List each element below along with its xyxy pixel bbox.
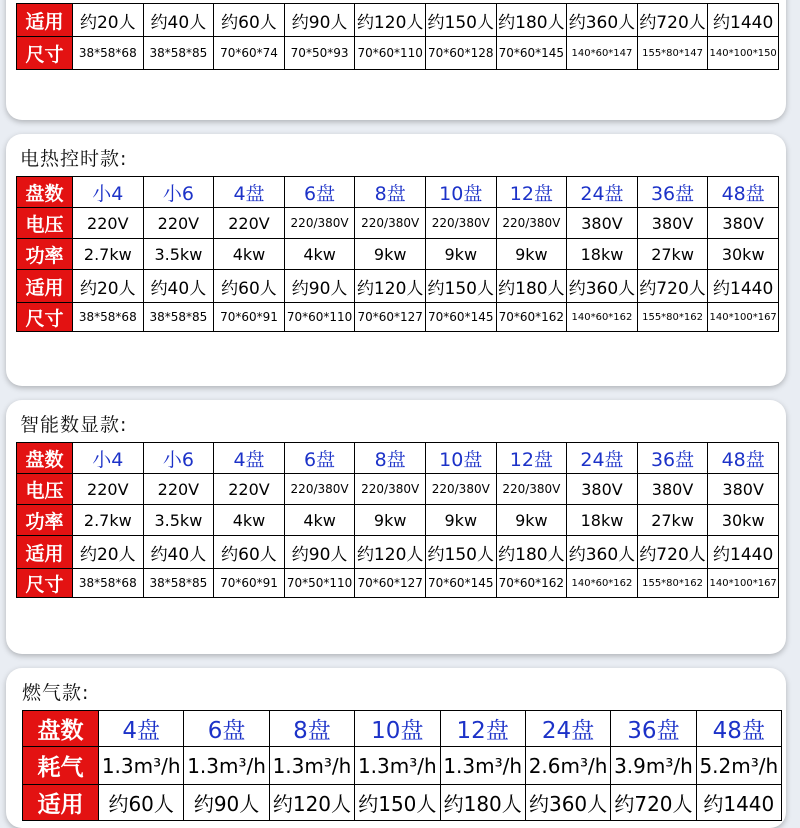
table-cell: 约180人 bbox=[440, 785, 525, 821]
table-cell: 220V bbox=[214, 208, 285, 239]
table-row bbox=[17, 270, 779, 303]
table-cell: 约20人 bbox=[73, 536, 144, 569]
table-cell: 约720人 bbox=[637, 4, 708, 37]
spec-table-smart-display bbox=[16, 442, 779, 598]
table-row bbox=[23, 747, 782, 785]
row-header: 适用 bbox=[17, 536, 73, 569]
table-cell: 140*100*167 bbox=[708, 569, 779, 598]
table-cell: 小4 bbox=[73, 177, 144, 208]
table-cell: 2.7kw bbox=[73, 239, 144, 270]
row-header: 盘数 bbox=[17, 177, 73, 208]
table-cell: 约20人 bbox=[73, 270, 144, 303]
table-cell: 70*60*127 bbox=[355, 303, 426, 332]
table-cell: 220V bbox=[73, 208, 144, 239]
table-cell: 10盘 bbox=[425, 177, 496, 208]
row-header: 功率 bbox=[17, 505, 73, 536]
table-cell: 24盘 bbox=[567, 177, 638, 208]
table-cell: 4kw bbox=[214, 239, 285, 270]
table-row bbox=[23, 785, 782, 821]
table-cell: 1.3m³/h bbox=[99, 747, 184, 785]
table-cell: 38*58*68 bbox=[73, 569, 144, 598]
row-header: 盘数 bbox=[17, 443, 73, 474]
spec-card-top bbox=[6, 0, 786, 120]
table-cell: 约1440 bbox=[696, 785, 781, 821]
table-cell: 220/380V bbox=[425, 474, 496, 505]
row-header: 电压 bbox=[17, 208, 73, 239]
table-cell: 380V bbox=[567, 474, 638, 505]
table-cell: 36盘 bbox=[637, 443, 708, 474]
table-cell: 6盘 bbox=[284, 443, 355, 474]
table-cell: 约150人 bbox=[425, 536, 496, 569]
table-cell: 220/380V bbox=[284, 474, 355, 505]
table-cell: 70*60*145 bbox=[425, 303, 496, 332]
table-cell: 38*58*85 bbox=[143, 303, 214, 332]
table-cell: 12盘 bbox=[496, 443, 567, 474]
table-cell: 220V bbox=[73, 474, 144, 505]
table-cell: 380V bbox=[708, 208, 779, 239]
table-cell: 1.3m³/h bbox=[184, 747, 269, 785]
spec-table-electric-timer bbox=[16, 176, 779, 332]
table-cell: 约360人 bbox=[567, 536, 638, 569]
table-cell: 380V bbox=[708, 474, 779, 505]
table-cell: 1.3m³/h bbox=[269, 747, 354, 785]
row-header: 电压 bbox=[17, 474, 73, 505]
table-cell: 12盘 bbox=[440, 711, 525, 747]
table-cell: 155*80*162 bbox=[637, 303, 708, 332]
table-cell: 约90人 bbox=[284, 536, 355, 569]
table-cell: 1.3m³/h bbox=[355, 747, 440, 785]
table-cell: 38*58*85 bbox=[143, 569, 214, 598]
table-row bbox=[17, 505, 779, 536]
row-header: 耗气 bbox=[23, 747, 99, 785]
table-cell: 220/380V bbox=[355, 208, 426, 239]
table-cell: 140*100*150 bbox=[708, 37, 779, 70]
table-cell: 约1440 bbox=[708, 536, 779, 569]
table-cell: 70*50*93 bbox=[284, 37, 355, 70]
table-cell: 约120人 bbox=[355, 4, 426, 37]
table-cell: 12盘 bbox=[496, 177, 567, 208]
table-cell: 4kw bbox=[284, 505, 355, 536]
table-cell: 36盘 bbox=[611, 711, 696, 747]
table-row bbox=[17, 443, 779, 474]
table-cell: 8盘 bbox=[355, 443, 426, 474]
table-cell: 220/380V bbox=[355, 474, 426, 505]
spec-card-smart-display bbox=[6, 400, 786, 654]
table-cell: 27kw bbox=[637, 239, 708, 270]
table-cell: 140*100*167 bbox=[708, 303, 779, 332]
spec-card-gas bbox=[6, 668, 786, 828]
table-cell: 4盘 bbox=[99, 711, 184, 747]
table-cell: 70*60*162 bbox=[496, 303, 567, 332]
table-cell: 约90人 bbox=[184, 785, 269, 821]
table-cell: 约60人 bbox=[99, 785, 184, 821]
table-cell: 36盘 bbox=[637, 177, 708, 208]
table-cell: 380V bbox=[567, 208, 638, 239]
table-cell: 70*60*91 bbox=[214, 303, 285, 332]
table-cell: 约360人 bbox=[525, 785, 610, 821]
spec-card-electric-timer bbox=[6, 134, 786, 386]
table-cell: 2.6m³/h bbox=[525, 747, 610, 785]
table-cell: 220V bbox=[143, 474, 214, 505]
table-row bbox=[17, 37, 779, 70]
table-cell: 30kw bbox=[708, 239, 779, 270]
table-cell: 70*60*110 bbox=[284, 303, 355, 332]
table-cell: 30kw bbox=[708, 505, 779, 536]
table-cell: 约60人 bbox=[214, 536, 285, 569]
table-row bbox=[17, 474, 779, 505]
table-cell: 3.9m³/h bbox=[611, 747, 696, 785]
table-cell: 约180人 bbox=[496, 270, 567, 303]
table-cell: 70*50*110 bbox=[284, 569, 355, 598]
table-cell: 约360人 bbox=[567, 4, 638, 37]
table-cell: 38*58*68 bbox=[73, 37, 144, 70]
table-cell: 约40人 bbox=[143, 536, 214, 569]
table-cell: 9kw bbox=[355, 505, 426, 536]
table-cell: 48盘 bbox=[708, 443, 779, 474]
table-cell: 18kw bbox=[567, 505, 638, 536]
row-header: 尺寸 bbox=[17, 303, 73, 332]
table-cell: 约720人 bbox=[637, 536, 708, 569]
row-header: 适用 bbox=[17, 270, 73, 303]
table-cell: 9kw bbox=[496, 239, 567, 270]
table-cell: 约120人 bbox=[355, 536, 426, 569]
table-cell: 约1440 bbox=[708, 4, 779, 37]
table-cell: 约180人 bbox=[496, 536, 567, 569]
table-cell: 4kw bbox=[214, 505, 285, 536]
table-cell: 8盘 bbox=[269, 711, 354, 747]
spec-table-gas bbox=[22, 710, 782, 821]
table-cell: 220/380V bbox=[425, 208, 496, 239]
table-cell: 220V bbox=[214, 474, 285, 505]
table-cell: 约720人 bbox=[637, 270, 708, 303]
table-cell: 2.7kw bbox=[73, 505, 144, 536]
table-cell: 约180人 bbox=[496, 4, 567, 37]
table-cell: 155*80*162 bbox=[637, 569, 708, 598]
section-title: 燃气款: bbox=[22, 682, 90, 704]
row-header: 适用 bbox=[17, 4, 73, 37]
table-row bbox=[17, 177, 779, 208]
table-cell: 约150人 bbox=[355, 785, 440, 821]
table-cell: 220/380V bbox=[496, 208, 567, 239]
table-cell: 48盘 bbox=[708, 177, 779, 208]
table-cell: 4盘 bbox=[214, 177, 285, 208]
table-cell: 38*58*85 bbox=[143, 37, 214, 70]
table-cell: 约40人 bbox=[143, 270, 214, 303]
table-cell: 24盘 bbox=[525, 711, 610, 747]
table-cell: 220V bbox=[143, 208, 214, 239]
table-cell: 约20人 bbox=[73, 4, 144, 37]
table-cell: 27kw bbox=[637, 505, 708, 536]
table-cell: 48盘 bbox=[696, 711, 781, 747]
table-cell: 70*60*145 bbox=[496, 37, 567, 70]
table-cell: 4kw bbox=[284, 239, 355, 270]
table-cell: 380V bbox=[637, 208, 708, 239]
table-cell: 70*60*145 bbox=[425, 569, 496, 598]
row-header: 功率 bbox=[17, 239, 73, 270]
table-cell: 约120人 bbox=[269, 785, 354, 821]
table-cell: 9kw bbox=[425, 505, 496, 536]
table-cell: 约90人 bbox=[284, 4, 355, 37]
section-title: 电热控时款: bbox=[20, 148, 128, 170]
table-cell: 约60人 bbox=[214, 4, 285, 37]
table-cell: 约150人 bbox=[425, 4, 496, 37]
table-cell: 9kw bbox=[496, 505, 567, 536]
table-cell: 小6 bbox=[143, 177, 214, 208]
table-cell: 70*60*110 bbox=[355, 37, 426, 70]
table-cell: 1.3m³/h bbox=[440, 747, 525, 785]
table-cell: 380V bbox=[637, 474, 708, 505]
table-cell: 约120人 bbox=[355, 270, 426, 303]
row-header: 尺寸 bbox=[17, 569, 73, 598]
row-header: 适用 bbox=[23, 785, 99, 821]
table-row bbox=[17, 303, 779, 332]
table-cell: 8盘 bbox=[355, 177, 426, 208]
row-header: 尺寸 bbox=[17, 37, 73, 70]
table-cell: 3.5kw bbox=[143, 505, 214, 536]
table-cell: 18kw bbox=[567, 239, 638, 270]
table-cell: 70*60*128 bbox=[425, 37, 496, 70]
spec-table-top bbox=[16, 3, 779, 70]
table-cell: 10盘 bbox=[355, 711, 440, 747]
table-cell: 140*60*162 bbox=[567, 303, 638, 332]
section-title: 智能数显款: bbox=[20, 414, 128, 436]
table-cell: 38*58*68 bbox=[73, 303, 144, 332]
table-cell: 70*60*162 bbox=[496, 569, 567, 598]
table-cell: 小4 bbox=[73, 443, 144, 474]
table-row bbox=[17, 208, 779, 239]
table-cell: 9kw bbox=[355, 239, 426, 270]
table-cell: 24盘 bbox=[567, 443, 638, 474]
table-cell: 70*60*74 bbox=[214, 37, 285, 70]
table-cell: 约720人 bbox=[611, 785, 696, 821]
table-cell: 约1440 bbox=[708, 270, 779, 303]
table-cell: 5.2m³/h bbox=[696, 747, 781, 785]
table-cell: 9kw bbox=[425, 239, 496, 270]
table-cell: 约360人 bbox=[567, 270, 638, 303]
table-cell: 6盘 bbox=[184, 711, 269, 747]
table-cell: 4盘 bbox=[214, 443, 285, 474]
table-cell: 6盘 bbox=[284, 177, 355, 208]
table-row bbox=[17, 239, 779, 270]
table-cell: 70*60*91 bbox=[214, 569, 285, 598]
table-cell: 220/380V bbox=[496, 474, 567, 505]
table-cell: 约90人 bbox=[284, 270, 355, 303]
row-header: 盘数 bbox=[23, 711, 99, 747]
table-row bbox=[17, 4, 779, 37]
table-row bbox=[23, 711, 782, 747]
table-cell: 10盘 bbox=[425, 443, 496, 474]
table-cell: 约60人 bbox=[214, 270, 285, 303]
table-cell: 140*60*162 bbox=[567, 569, 638, 598]
table-cell: 约150人 bbox=[425, 270, 496, 303]
table-cell: 155*80*147 bbox=[637, 37, 708, 70]
table-cell: 220/380V bbox=[284, 208, 355, 239]
table-cell: 约40人 bbox=[143, 4, 214, 37]
table-cell: 小6 bbox=[143, 443, 214, 474]
table-row bbox=[17, 536, 779, 569]
table-row bbox=[17, 569, 779, 598]
table-cell: 3.5kw bbox=[143, 239, 214, 270]
table-cell: 70*60*127 bbox=[355, 569, 426, 598]
table-cell: 140*60*147 bbox=[567, 37, 638, 70]
